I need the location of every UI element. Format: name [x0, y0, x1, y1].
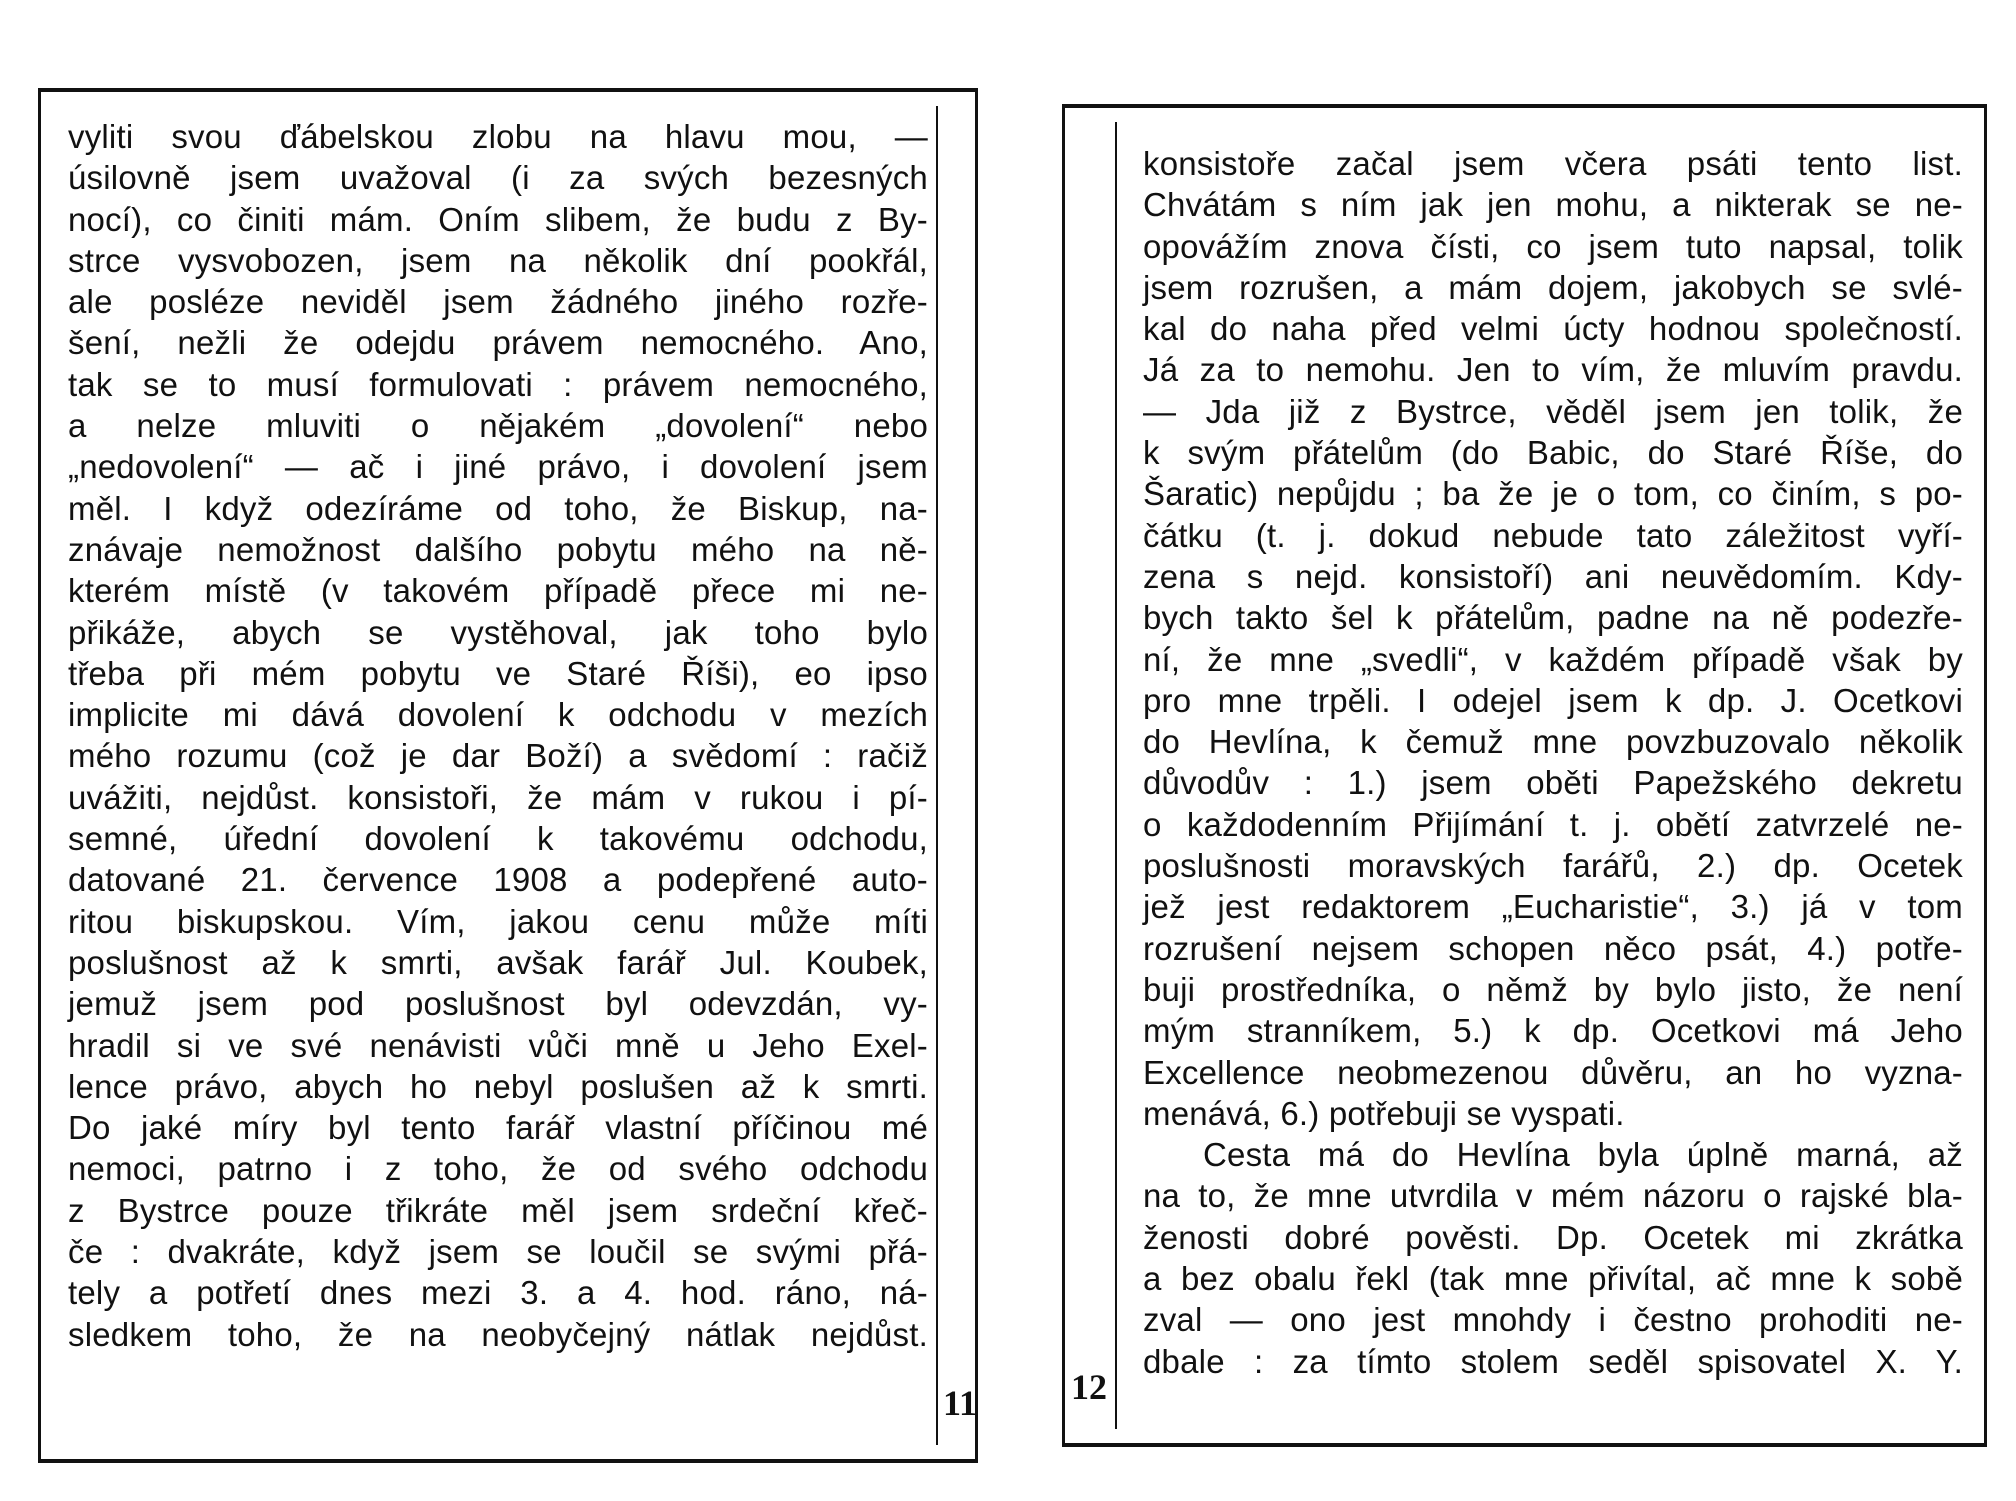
text-line: nemoci, patrno i z toho, že od svého odchodu	[68, 1150, 928, 1188]
right-page-text	[1143, 143, 1963, 1382]
text-line: vyliti svou ďábelskou zlobu na hlavu mou, —	[68, 118, 928, 155]
text-line: a bez obalu řekl (tak mne přivítal, ač mne k sobě	[1143, 1260, 1963, 1298]
text-line: jemuž jsem pod poslušnost byl odevzdán, vy-	[68, 985, 928, 1023]
text-line: „nedovolení“ — ač i jiné právo, i dovolení jsem	[68, 448, 928, 486]
left-page-column-rule	[936, 106, 938, 1445]
text-line: implicite mi dává dovolení k odchodu v mezích	[68, 696, 928, 734]
left-page	[38, 88, 978, 1463]
text-line: ženosti dobré pověsti. Dp. Ocetek mi zkrátka	[1143, 1218, 1963, 1256]
text-line: dbale : za tímto stolem seděl spisovatel X. Y.	[1143, 1342, 1963, 1380]
text-line: uvážiti, nejdůst. konsistoři, že mám v rukou i pí-	[68, 778, 928, 816]
text-line: do Hevlína, k čemuž mne povzbuzovalo několik	[1143, 723, 1963, 761]
left-page-number: 11	[943, 1383, 978, 1423]
text-line: k svým přátelům (do Babic, do Staré Říše, do	[1143, 434, 1963, 472]
text-line: na to, že mne utvrdila v mém názoru o rajské bla-	[1143, 1177, 1963, 1215]
text-line: čátku (t. j. dokud nebude tato záležitost vyří-	[1143, 516, 1963, 554]
text-line: če : dvakráte, když jsem se loučil se svými přá-	[68, 1233, 928, 1271]
text-line: poslušnost až k smrti, avšak farář Jul. Koubek,	[68, 943, 928, 981]
text-line: konsistoře začal jsem včera psáti tento list.	[1143, 145, 1963, 182]
text-line: jež jest redaktorem „Eucharistie“, 3.) já v tom	[1143, 888, 1963, 926]
text-line: tely a potřetí dnes mezi 3. a 4. hod. ráno, ná-	[68, 1274, 928, 1312]
text-line: semné, úřední dovolení k takovému odchodu,	[68, 820, 928, 858]
left-page-text	[68, 116, 928, 1355]
text-line: strce vysvobozen, jsem na několik dní pookřál,	[68, 241, 928, 279]
text-line: měl. I když odezíráme od toho, že Biskup, na-	[68, 489, 928, 527]
text-line: ní, že mne „svedli“, v každém případě však by	[1143, 640, 1963, 678]
text-line: bych takto šel k přátelům, padne na ně podezře-	[1143, 599, 1963, 637]
text-line: menává, 6.) potřebuji se vyspati.	[1143, 1094, 1625, 1132]
text-line: hradil si ve své nenávisti vůči mně u Jeho Exel-	[68, 1026, 928, 1064]
text-line: lence právo, abych ho nebyl poslušen až k smrti.	[68, 1067, 928, 1105]
text-line: — Jda již z Bystrce, věděl jsem jen tolik, že	[1143, 392, 1963, 430]
text-line: Šaratic) nepůjdu ; ba že je o tom, co činím, s po-	[1143, 475, 1963, 513]
text-line: pro mne trpěli. I odejel jsem k dp. J. Ocetkovi	[1143, 681, 1963, 719]
text-line: tak se to musí formulovati : právem nemocného,	[68, 365, 928, 403]
text-line: z Bystrce pouze třikráte měl jsem srdeční křeč-	[68, 1191, 928, 1229]
right-page	[1062, 104, 1987, 1447]
text-line: Excellence neobmezenou důvěru, an ho vyzna-	[1143, 1053, 1963, 1091]
text-line: zval — ono jest mnohdy i čestno prohoditi ne-	[1143, 1301, 1963, 1339]
text-line: nocí), co činiti mám. Oním slibem, že budu z By-	[68, 200, 928, 238]
text-line: důvodův : 1.) jsem oběti Papežského dekretu	[1143, 764, 1963, 802]
text-line: Do jaké míry byl tento farář vlastní příčinou mé	[68, 1109, 928, 1147]
text-line: kal do naha před velmi úcty hodnou společností.	[1143, 310, 1963, 348]
text-line: jsem rozrušen, a mám dojem, jakobych se svlé-	[1143, 268, 1963, 306]
text-line: šení, nežli že odejdu právem nemocného. Ano,	[68, 324, 928, 362]
text-line: kterém místě (v takovém případě přece mi ne-	[68, 572, 928, 610]
text-line: Chvátám s ním jak jen mohu, a nikterak se ne-	[1143, 186, 1963, 224]
right-page-number: 12	[1071, 1367, 1107, 1407]
text-line: poslušnosti moravských farářů, 2.) dp. Ocetek	[1143, 847, 1963, 885]
text-line: rozrušení nejsem schopen něco psát, 4.) potře-	[1143, 929, 1963, 967]
text-line: buji prostředníka, o němž by bylo jisto, že není	[1143, 970, 1963, 1008]
text-line: datované 21. července 1908 a podepřené auto-	[68, 861, 928, 899]
text-line: zena s nejd. konsistoří) ani neuvědomím. Kdy-	[1143, 557, 1963, 595]
text-line: Já za to nemohu. Jen to vím, že mluvím pravdu.	[1143, 351, 1963, 389]
text-line: třeba při mém pobytu ve Staré Říši), eo ipso	[68, 654, 928, 692]
right-page-column-rule	[1115, 122, 1117, 1429]
text-line: Cesta má do Hevlína byla úplně marná, až	[1203, 1136, 1963, 1174]
text-line: sledkem toho, že na neobyčejný nátlak nejdůst.	[68, 1315, 928, 1353]
text-line: mého rozumu (což je dar Boží) a svědomí : račiž	[68, 737, 928, 775]
text-line: přikáže, abych se vystěhoval, jak toho bylo	[68, 613, 928, 651]
text-line: ale posléze neviděl jsem žádného jiného rozře-	[68, 283, 928, 321]
text-line: ritou biskupskou. Vím, jakou cenu může míti	[68, 902, 928, 940]
text-line: mým stranníkem, 5.) k dp. Ocetkovi má Jeho	[1143, 1012, 1963, 1050]
text-line: opovážím znova čísti, co jsem tuto napsal, tolik	[1143, 227, 1963, 265]
text-line: úsilovně jsem uvažoval (i za svých bezesných	[68, 159, 928, 197]
text-line: a nelze mluviti o nějakém „dovolení“ nebo	[68, 407, 928, 445]
text-line: znávaje nemožnost dalšího pobytu mého na ně-	[68, 530, 928, 568]
text-line: o každodenním Přijímání t. j. obětí zatvrzelé ne-	[1143, 805, 1963, 843]
